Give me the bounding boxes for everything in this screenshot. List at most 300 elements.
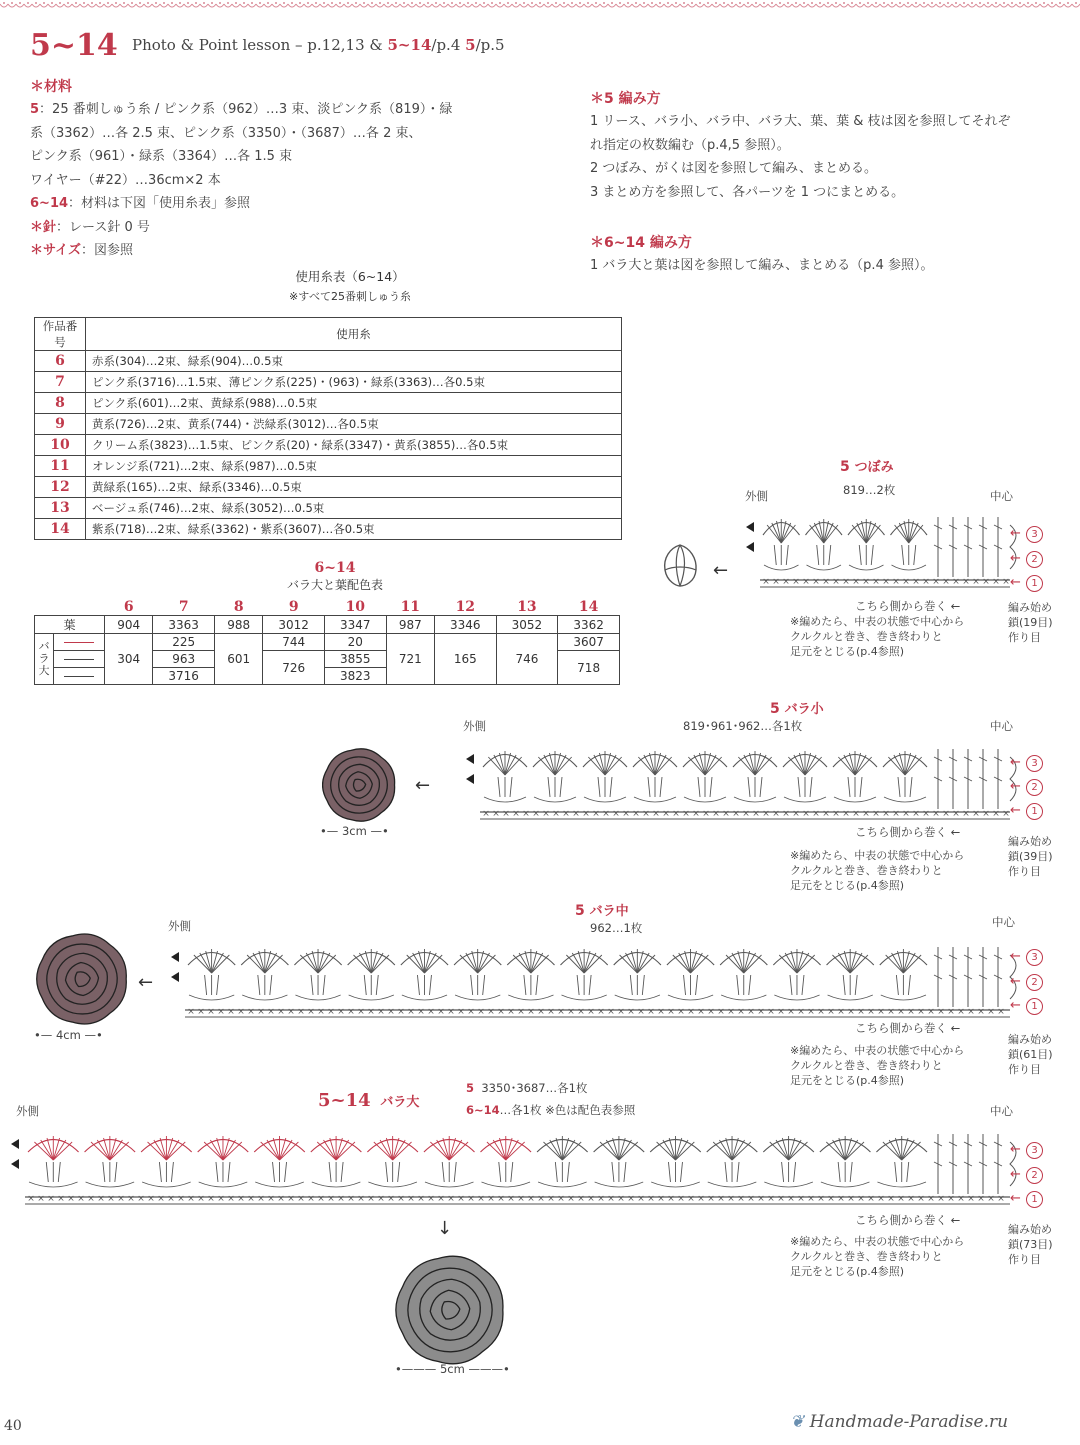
svg-text:×: × — [987, 1007, 995, 1017]
svg-text:×: × — [652, 809, 660, 819]
svg-text:×: × — [67, 1194, 75, 1204]
svg-text:×: × — [982, 809, 990, 819]
svg-text:×: × — [267, 1194, 275, 1204]
svg-text:×: × — [732, 809, 740, 819]
svg-text:×: × — [277, 1007, 285, 1017]
svg-text:×: × — [257, 1194, 265, 1204]
start-chain-label: 編み始め 鎖(73目) 作り目 — [1008, 1223, 1053, 1266]
svg-text:×: × — [77, 1194, 85, 1204]
svg-text:×: × — [477, 1194, 485, 1204]
svg-text:×: × — [747, 1007, 755, 1017]
svg-text:×: × — [697, 1007, 705, 1017]
svg-text:×: × — [677, 1007, 685, 1017]
butterfly-icon: ❦ — [790, 1412, 805, 1432]
svg-text:×: × — [127, 1194, 135, 1204]
svg-text:×: × — [792, 809, 800, 819]
svg-text:×: × — [657, 1007, 665, 1017]
svg-text:×: × — [27, 1194, 35, 1204]
svg-text:×: × — [947, 1007, 955, 1017]
bud-title: 5 つぼみ — [840, 459, 894, 475]
svg-text:×: × — [957, 1007, 965, 1017]
svg-text:×: × — [627, 1007, 635, 1017]
svg-text:×: × — [902, 809, 910, 819]
svg-text:×: × — [227, 1194, 235, 1204]
svg-text:×: × — [457, 1007, 465, 1017]
start-chain-label: 編み始め 鎖(61目) 作り目 — [1008, 1033, 1053, 1076]
row-2-marker: 2 — [1026, 1167, 1043, 1184]
svg-text:×: × — [582, 809, 590, 819]
svg-text:×: × — [717, 1007, 725, 1017]
svg-text:×: × — [397, 1007, 405, 1017]
svg-text:×: × — [852, 577, 860, 587]
svg-text:×: × — [867, 1194, 875, 1204]
svg-text:×: × — [817, 1194, 825, 1204]
center-label: 中心 — [992, 915, 1015, 929]
svg-text:×: × — [602, 809, 610, 819]
svg-text:×: × — [487, 1007, 495, 1017]
svg-text:×: × — [577, 1194, 585, 1204]
row-1-marker: 1 — [1026, 998, 1043, 1015]
svg-text:×: × — [727, 1007, 735, 1017]
svg-text:×: × — [497, 1194, 505, 1204]
svg-text:×: × — [882, 809, 890, 819]
svg-text:×: × — [662, 809, 670, 819]
svg-text:×: × — [982, 577, 990, 587]
svg-text:×: × — [592, 809, 600, 819]
watermark: ❦ Handmade-Paradise.ru — [790, 1412, 1009, 1432]
yarn-table — [34, 317, 622, 540]
svg-text:×: × — [307, 1007, 315, 1017]
svg-text:×: × — [737, 1007, 745, 1017]
center-label: 中心 — [990, 1104, 1013, 1118]
outside-label: 外側 — [16, 1104, 39, 1118]
svg-text:×: × — [1002, 809, 1010, 819]
svg-text:×: × — [447, 1194, 455, 1204]
svg-text:×: × — [287, 1194, 295, 1204]
svg-text:×: × — [547, 1194, 555, 1204]
svg-text:×: × — [327, 1194, 335, 1204]
svg-text:×: × — [962, 809, 970, 819]
arrow-left-icon: ← — [415, 775, 431, 796]
svg-text:×: × — [612, 809, 620, 819]
arrow-left-icon: ← — [138, 972, 154, 993]
svg-text:×: × — [772, 809, 780, 819]
top-border — [0, 0, 1080, 14]
svg-text:×: × — [517, 1194, 525, 1204]
svg-text:×: × — [872, 577, 880, 587]
svg-text:×: × — [777, 1007, 785, 1017]
outside-label: 外側 — [463, 719, 486, 733]
svg-text:×: × — [457, 1194, 465, 1204]
svg-text:×: × — [197, 1194, 205, 1204]
small-rose-title: 5 バラ小 — [770, 701, 824, 717]
svg-text:×: × — [477, 1007, 485, 1017]
instructions-5-heading: ＊5 編み方 — [590, 91, 661, 107]
svg-text:×: × — [257, 1007, 265, 1017]
svg-text:×: × — [952, 577, 960, 587]
instructions-6-14-heading: ＊6~14 編み方 — [590, 235, 692, 251]
svg-text:×: × — [967, 1194, 975, 1204]
medium-rose-illustration — [36, 933, 128, 1025]
svg-text:×: × — [972, 809, 980, 819]
svg-text:×: × — [937, 1194, 945, 1204]
svg-text:×: × — [787, 1007, 795, 1017]
svg-text:×: × — [862, 577, 870, 587]
svg-text:×: × — [657, 1194, 665, 1204]
row-3-marker: 3 — [1026, 949, 1043, 966]
table-row: 6 赤系(304)…2束、緑系(904)…0.5束 — [35, 351, 622, 372]
bud-chart — [740, 505, 1030, 595]
svg-text:×: × — [667, 1194, 675, 1204]
svg-text:×: × — [207, 1194, 215, 1204]
start-chain-label: 編み始め 鎖(19目) 作り目 — [1008, 601, 1053, 644]
svg-text:×: × — [832, 577, 840, 587]
svg-text:×: × — [832, 809, 840, 819]
svg-text:×: × — [147, 1194, 155, 1204]
svg-text:×: × — [882, 577, 890, 587]
svg-text:×: × — [437, 1194, 445, 1204]
svg-text:×: × — [827, 1194, 835, 1204]
svg-text:×: × — [187, 1007, 195, 1017]
svg-text:×: × — [492, 809, 500, 819]
svg-text:×: × — [877, 1007, 885, 1017]
svg-text:×: × — [942, 809, 950, 819]
row-3-marker: 3 — [1026, 526, 1043, 543]
svg-text:×: × — [407, 1007, 415, 1017]
svg-text:×: × — [407, 1194, 415, 1204]
svg-text:×: × — [677, 1194, 685, 1204]
svg-text:×: × — [267, 1007, 275, 1017]
svg-text:×: × — [987, 1194, 995, 1204]
svg-text:×: × — [917, 1007, 925, 1017]
svg-text:×: × — [187, 1194, 195, 1204]
table-row: 14 紫系(718)…2束、緑系(3362)・紫系(3607)…各0.5束 — [35, 519, 622, 540]
svg-text:×: × — [502, 809, 510, 819]
bud-illustration — [655, 540, 705, 590]
svg-text:×: × — [622, 809, 630, 819]
svg-text:×: × — [757, 1194, 765, 1204]
svg-text:×: × — [522, 809, 530, 819]
svg-text:×: × — [482, 809, 490, 819]
svg-text:×: × — [427, 1007, 435, 1017]
row-2-marker: 2 — [1026, 779, 1043, 796]
svg-text:×: × — [752, 809, 760, 819]
svg-text:×: × — [377, 1007, 385, 1017]
svg-text:×: × — [137, 1194, 145, 1204]
arrow-left-icon: ← — [713, 560, 729, 581]
svg-text:×: × — [907, 1194, 915, 1204]
svg-text:×: × — [1002, 577, 1010, 587]
svg-text:×: × — [727, 1194, 735, 1204]
svg-text:×: × — [467, 1194, 475, 1204]
svg-text:×: × — [217, 1194, 225, 1204]
svg-text:×: × — [642, 809, 650, 819]
svg-text:×: × — [347, 1007, 355, 1017]
svg-text:×: × — [777, 1194, 785, 1204]
outside-label: 外側 — [168, 919, 191, 933]
roll-direction-label: こちら側から巻く ← — [855, 1213, 961, 1227]
svg-text:×: × — [977, 1194, 985, 1204]
svg-text:×: × — [217, 1007, 225, 1017]
svg-text:×: × — [772, 577, 780, 587]
svg-text:×: × — [897, 1194, 905, 1204]
yarn-table-title: 使用糸表（6~14） ※すべて25番刺しゅう糸 — [289, 269, 411, 303]
svg-text:×: × — [507, 1007, 515, 1017]
svg-text:×: × — [637, 1194, 645, 1204]
svg-text:×: × — [557, 1007, 565, 1017]
svg-text:×: × — [397, 1194, 405, 1204]
svg-text:×: × — [782, 577, 790, 587]
row-1-marker: 1 — [1026, 1191, 1043, 1208]
svg-text:×: × — [167, 1194, 175, 1204]
svg-text:×: × — [942, 577, 950, 587]
svg-text:×: × — [377, 1194, 385, 1204]
svg-text:×: × — [707, 1194, 715, 1204]
svg-text:×: × — [227, 1007, 235, 1017]
svg-text:×: × — [712, 809, 720, 819]
svg-text:×: × — [177, 1194, 185, 1204]
svg-text:×: × — [947, 1194, 955, 1204]
svg-text:×: × — [317, 1194, 325, 1204]
svg-text:×: × — [992, 577, 1000, 587]
svg-text:×: × — [862, 809, 870, 819]
svg-text:×: × — [497, 1007, 505, 1017]
svg-text:×: × — [237, 1194, 245, 1204]
small-rose-count: 819･961･962…各1枚 — [683, 719, 803, 733]
svg-text:×: × — [437, 1007, 445, 1017]
svg-text:×: × — [617, 1194, 625, 1204]
row-2-marker: 2 — [1026, 974, 1043, 991]
svg-text:×: × — [617, 1007, 625, 1017]
medium-rose-count: 962…1枚 — [590, 921, 643, 935]
svg-text:×: × — [972, 577, 980, 587]
svg-text:×: × — [247, 1007, 255, 1017]
roll-direction-label: こちら側から巻く ← — [855, 599, 961, 613]
table-row: 7 ピンク系(3716)…1.5束、薄ピンク系(225)・(963)・緑系(3363)…各0.5束 — [35, 372, 622, 393]
arrow-down-icon: ↓ — [437, 1218, 453, 1239]
svg-text:×: × — [812, 809, 820, 819]
svg-text:×: × — [957, 1194, 965, 1204]
svg-text:×: × — [307, 1194, 315, 1204]
svg-text:×: × — [822, 577, 830, 587]
svg-text:×: × — [327, 1007, 335, 1017]
small-rose-chart — [460, 737, 1030, 827]
row-1-marker: 1 — [1026, 575, 1043, 592]
svg-text:×: × — [527, 1007, 535, 1017]
svg-text:×: × — [852, 809, 860, 819]
svg-text:×: × — [857, 1007, 865, 1017]
svg-text:×: × — [387, 1194, 395, 1204]
svg-text:×: × — [692, 809, 700, 819]
svg-text:×: × — [117, 1194, 125, 1204]
svg-text:×: × — [647, 1194, 655, 1204]
svg-text:×: × — [717, 1194, 725, 1204]
svg-text:×: × — [912, 577, 920, 587]
materials-heading: ＊材料 — [30, 79, 72, 95]
svg-text:×: × — [517, 1007, 525, 1017]
large-rose-title: 5~14 バラ大 — [318, 1090, 420, 1111]
svg-text:×: × — [247, 1194, 255, 1204]
roll-direction-label: こちら側から巻く ← — [855, 825, 961, 839]
svg-text:×: × — [237, 1007, 245, 1017]
svg-text:×: × — [997, 1194, 1005, 1204]
small-rose-illustration — [322, 748, 396, 822]
svg-text:×: × — [992, 809, 1000, 819]
svg-text:×: × — [787, 1194, 795, 1204]
instructions-5: ＊5 編み方 1 リース、バラ小、バラ中、バラ大、葉、葉 & 枝は図を参照してそれぞ れ指定の枚数編む（p.4,5 参照）。 2 つぼみ、がくは図を参照して編み、まとめる。 3 まとめ方を参照して、各パーツを 1 つにまとめる。 — [590, 88, 1070, 204]
svg-text:×: × — [687, 1194, 695, 1204]
svg-text:×: × — [337, 1007, 345, 1017]
page-subtitle: Photo & Point lesson – p.12,13 & 5~14/p.4 5/p.5 — [132, 36, 505, 54]
large-rose-chart — [10, 1122, 1030, 1212]
svg-text:×: × — [527, 1194, 535, 1204]
medium-rose-chart — [165, 935, 1030, 1025]
svg-text:×: × — [367, 1194, 375, 1204]
small-rose-size: •— 3cm —• — [320, 824, 389, 838]
svg-text:×: × — [587, 1007, 595, 1017]
svg-text:×: × — [782, 809, 790, 819]
svg-text:×: × — [687, 1007, 695, 1017]
svg-text:×: × — [847, 1194, 855, 1204]
table-header-row: 作品番号 使用糸 — [35, 318, 622, 351]
bud-count: 819…2枚 — [843, 483, 896, 497]
svg-text:×: × — [837, 1007, 845, 1017]
svg-text:×: × — [952, 809, 960, 819]
start-chain-label: 編み始め 鎖(39目) 作り目 — [1008, 835, 1053, 878]
svg-text:×: × — [887, 1007, 895, 1017]
svg-text:×: × — [757, 1007, 765, 1017]
svg-text:×: × — [922, 809, 930, 819]
svg-text:×: × — [742, 809, 750, 819]
svg-text:×: × — [537, 1007, 545, 1017]
svg-text:×: × — [922, 577, 930, 587]
svg-text:×: × — [427, 1194, 435, 1204]
large-rose-count-5: 5 3350･3687…各1枚 — [466, 1081, 588, 1095]
center-label: 中心 — [990, 719, 1013, 733]
svg-text:×: × — [837, 1194, 845, 1204]
svg-text:×: × — [997, 1007, 1005, 1017]
svg-text:×: × — [842, 577, 850, 587]
large-rose-illustration — [395, 1255, 505, 1365]
svg-text:×: × — [792, 577, 800, 587]
svg-text:×: × — [487, 1194, 495, 1204]
table-row: 11 オレンジ系(721)…2束、緑系(987)…0.5束 — [35, 456, 622, 477]
leaf-row: 葉 904 3363 988 3012 3347 987 3346 3052 3362 — [35, 616, 620, 634]
svg-text:×: × — [587, 1194, 595, 1204]
row-2-marker: 2 — [1026, 551, 1043, 568]
large-rose-size: •——— 5cm ———• — [395, 1362, 510, 1376]
svg-text:×: × — [762, 809, 770, 819]
svg-text:×: × — [57, 1194, 65, 1204]
svg-text:×: × — [297, 1007, 305, 1017]
table-row: 10 クリーム系(3823)…1.5束、ピンク系(20)・緑系(3347)・黄系(3855)…各0.5束 — [35, 435, 622, 456]
svg-text:×: × — [107, 1194, 115, 1204]
svg-text:×: × — [37, 1194, 45, 1204]
svg-text:×: × — [932, 577, 940, 587]
svg-text:×: × — [597, 1007, 605, 1017]
svg-text:×: × — [87, 1194, 95, 1204]
svg-text:×: × — [967, 1007, 975, 1017]
svg-text:×: × — [552, 809, 560, 819]
svg-text:×: × — [812, 577, 820, 587]
svg-text:×: × — [937, 1007, 945, 1017]
svg-text:×: × — [697, 1194, 705, 1204]
svg-text:×: × — [557, 1194, 565, 1204]
svg-text:×: × — [632, 809, 640, 819]
svg-text:×: × — [672, 809, 680, 819]
svg-text:×: × — [797, 1007, 805, 1017]
svg-text:×: × — [367, 1007, 375, 1017]
finishing-note: ※編めたら、中表の状態で中心から クルクルと巻き、巻き終わりと 足元をとじる(p.4参照) — [790, 1235, 965, 1278]
svg-text:×: × — [822, 809, 830, 819]
svg-text:×: × — [912, 809, 920, 819]
svg-text:×: × — [702, 809, 710, 819]
svg-text:×: × — [572, 809, 580, 819]
svg-text:×: × — [597, 1194, 605, 1204]
svg-text:×: × — [297, 1194, 305, 1204]
svg-text:×: × — [357, 1007, 365, 1017]
svg-text:×: × — [417, 1007, 425, 1017]
svg-text:×: × — [877, 1194, 885, 1204]
svg-text:×: × — [627, 1194, 635, 1204]
svg-text:×: × — [767, 1194, 775, 1204]
svg-text:×: × — [737, 1194, 745, 1204]
svg-text:×: × — [337, 1194, 345, 1204]
svg-text:×: × — [47, 1194, 55, 1204]
svg-text:×: × — [892, 577, 900, 587]
svg-text:×: × — [567, 1194, 575, 1204]
svg-text:×: × — [357, 1194, 365, 1204]
svg-text:×: × — [507, 1194, 515, 1204]
roll-direction-label: こちら側から巻く ← — [855, 1021, 961, 1035]
svg-text:×: × — [287, 1007, 295, 1017]
svg-text:×: × — [872, 809, 880, 819]
svg-text:×: × — [762, 577, 770, 587]
table-row: 8 ピンク系(601)…2束、黄緑系(988)…0.5束 — [35, 393, 622, 414]
materials-section: ＊材料 5：25 番刺しゅう糸 / ピンク系（962）…3 束、淡ピンク系（819）・緑 系（3362）…各 2.5 束、ピンク系（3350）・（3687）…各 2 束、 ピンク系（961）・緑系（3364）…各 1.5 束 ワイヤー（#22）…36cm×2 本 6~14：材料は下図「使用糸表」参照 ＊針：レース針 0 号 ＊サイズ：図参照 — [30, 76, 570, 263]
svg-text:×: × — [157, 1194, 165, 1204]
row-3-marker: 3 — [1026, 1142, 1043, 1159]
svg-text:×: × — [567, 1007, 575, 1017]
page-number: 40 — [4, 1418, 22, 1434]
svg-text:×: × — [747, 1194, 755, 1204]
svg-text:×: × — [722, 809, 730, 819]
outside-label: 外側 — [745, 489, 768, 503]
svg-text:×: × — [707, 1007, 715, 1017]
svg-text:×: × — [347, 1194, 355, 1204]
svg-text:×: × — [547, 1007, 555, 1017]
svg-text:×: × — [847, 1007, 855, 1017]
svg-text:×: × — [807, 1007, 815, 1017]
finishing-note: ※編めたら、中表の状態で中心から クルクルと巻き、巻き終わりと 足元をとじる(p.4参照) — [790, 849, 965, 892]
finishing-note: ※編めたら、中表の状態で中心から クルクルと巻き、巻き終わりと 足元をとじる(p.4参照) — [790, 615, 965, 658]
svg-text:×: × — [667, 1007, 675, 1017]
svg-text:×: × — [607, 1194, 615, 1204]
svg-text:×: × — [767, 1007, 775, 1017]
svg-text:×: × — [467, 1007, 475, 1017]
svg-text:×: × — [802, 809, 810, 819]
medium-rose-title: 5 バラ中 — [575, 903, 629, 919]
svg-text:×: × — [97, 1194, 105, 1204]
table-row: 12 黄緑系(165)…2束、緑系(3346)…0.5束 — [35, 477, 622, 498]
svg-text:×: × — [562, 809, 570, 819]
svg-text:×: × — [857, 1194, 865, 1204]
svg-text:×: × — [867, 1007, 875, 1017]
svg-text:×: × — [927, 1194, 935, 1204]
svg-text:×: × — [532, 809, 540, 819]
finishing-note: ※編めたら、中表の状態で中心から クルクルと巻き、巻き終わりと 足元をとじる(p.4参照) — [790, 1044, 965, 1087]
row-1-marker: 1 — [1026, 803, 1043, 820]
